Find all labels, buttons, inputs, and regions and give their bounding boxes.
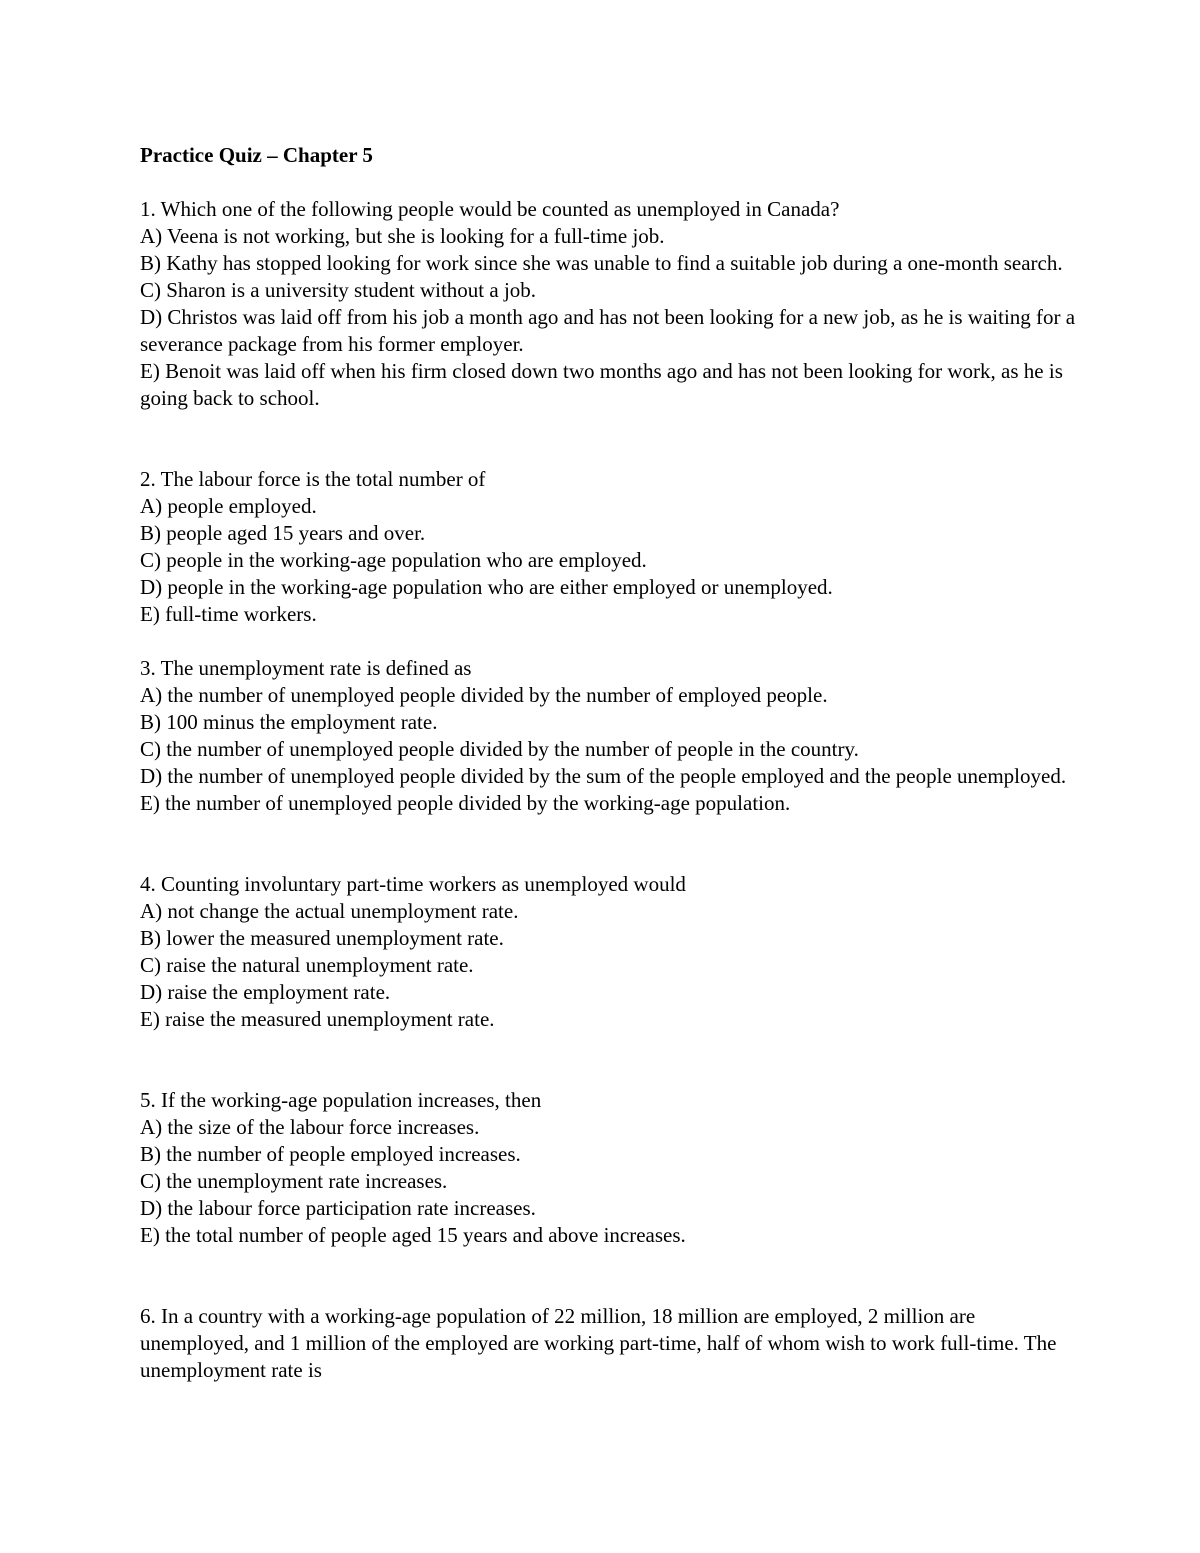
answer-option-b: B) 100 minus the employment rate. [140, 710, 438, 734]
answer-option-d: D) the labour force participation rate increases. [140, 1196, 536, 1220]
answer-option-b: B) Kathy has stopped looking for work since she was unable to find a suitable job during a one-month search. [140, 251, 1063, 275]
answer-option-d: D) Christos was laid off from his job a month ago and has not been looking for a new job, as he is waiting for a severance package from his former employer. [140, 305, 1076, 356]
question-text: Which one of the following people would be counted as unemployed in Canada? [160, 197, 840, 221]
answer-option-a: A) the number of unemployed people divided by the number of employed people. [140, 683, 828, 707]
document-content [140, 142, 1080, 1384]
question-stem [140, 655, 1080, 682]
question-stem [140, 466, 1080, 493]
question-6 [140, 1303, 1080, 1384]
question-text: In a country with a working-age population of 22 million, 18 million are employed, 2 million are unemployed, and 1 million of the employed are working part-time, half of whom wish to work full-time. The unemployment rate is [140, 1304, 1057, 1382]
answer-option-a: A) Veena is not working, but she is looking for a full-time job. [140, 224, 665, 248]
answer-option-d: D) people in the working-age population who are either employed or unemployed. [140, 575, 833, 599]
question-4 [140, 871, 1080, 1033]
answer-option-e: E) raise the measured unemployment rate. [140, 1007, 495, 1031]
question-number: 5. [140, 1088, 156, 1112]
answer-option-d: D) raise the employment rate. [140, 980, 391, 1004]
answer-option-e: E) the number of unemployed people divided by the working-age population. [140, 791, 791, 815]
answer-option-c: C) raise the natural unemployment rate. [140, 953, 474, 977]
answer-option-b: B) the number of people employed increases. [140, 1142, 521, 1166]
question-stem [140, 1087, 1080, 1114]
page-title: Practice Quiz – Chapter 5 [140, 143, 373, 167]
question-text: The unemployment rate is defined as [160, 656, 472, 680]
question-number: 6. [140, 1304, 156, 1328]
answer-option-b: B) lower the measured unemployment rate. [140, 926, 504, 950]
question-stem [140, 1303, 1080, 1384]
answer-option-e: E) full-time workers. [140, 602, 317, 626]
question-number: 2. [140, 467, 156, 491]
answer-option-c: C) the unemployment rate increases. [140, 1169, 448, 1193]
answer-option-c: C) Sharon is a university student without a job. [140, 278, 537, 302]
question-1 [140, 196, 1080, 412]
question-text: The labour force is the total number of [160, 467, 486, 491]
answer-option-b: B) people aged 15 years and over. [140, 521, 426, 545]
question-text: Counting involuntary part-time workers as unemployed would [161, 872, 686, 896]
question-number: 3. [140, 656, 156, 680]
answer-option-a: A) people employed. [140, 494, 317, 518]
answer-option-c: C) the number of unemployed people divided by the number of people in the country. [140, 737, 859, 761]
answer-option-a: A) the size of the labour force increases. [140, 1115, 480, 1139]
answer-option-c: C) people in the working-age population who are employed. [140, 548, 647, 572]
question-5 [140, 1087, 1080, 1249]
answer-option-a: A) not change the actual unemployment rate. [140, 899, 519, 923]
answer-option-d: D) the number of unemployed people divided by the sum of the people employed and the people unemployed. [140, 764, 1067, 788]
question-stem [140, 871, 1080, 898]
answer-option-e: E) Benoit was laid off when his firm closed down two months ago and has not been looking for work, as he is going back to school. [140, 359, 1063, 410]
answer-option-e: E) the total number of people aged 15 years and above increases. [140, 1223, 686, 1247]
question-stem [140, 196, 1080, 223]
question-2 [140, 466, 1080, 628]
question-number: 4. [140, 872, 156, 896]
question-text: If the working-age population increases, then [161, 1088, 542, 1112]
question-number: 1. [140, 197, 156, 221]
question-3 [140, 655, 1080, 817]
